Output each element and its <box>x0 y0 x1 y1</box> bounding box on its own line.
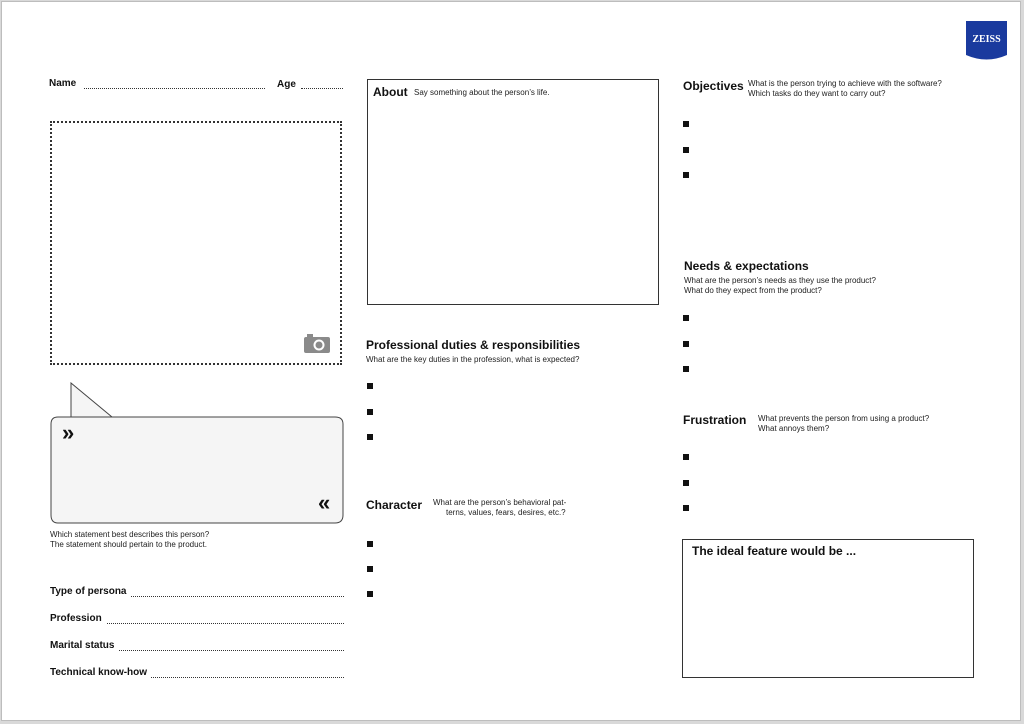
age-line[interactable] <box>301 88 343 89</box>
character-bullet <box>367 541 373 547</box>
camera-icon <box>304 333 330 353</box>
quote-open-mark: » <box>62 420 75 445</box>
logo-text: ZEISS <box>972 34 1001 45</box>
quote-bubble[interactable] <box>50 382 344 524</box>
photo-placeholder[interactable] <box>50 121 342 365</box>
field-profession[interactable] <box>50 613 344 627</box>
needs-title: Needs & expectations <box>684 259 809 273</box>
field-label: Marital status <box>50 640 118 651</box>
needs-bullet <box>683 315 689 321</box>
field-label: Profession <box>50 613 106 624</box>
duties-hint: What are the key duties in the profession, what is expected? <box>366 355 580 364</box>
age-label: Age <box>277 79 296 90</box>
objectives-title: Objectives <box>683 79 744 93</box>
field-type-of-persona[interactable] <box>50 586 344 600</box>
frustration-bullet <box>683 480 689 486</box>
name-label: Name <box>49 78 77 89</box>
objectives-hint-2: Which tasks do they want to carry out? <box>748 89 886 98</box>
about-hint: Say something about the person’s life. <box>414 88 550 97</box>
frustration-title: Frustration <box>683 413 747 427</box>
statement-hint-2: The statement should pertain to the product. <box>50 540 207 549</box>
character-title: Character <box>366 498 423 512</box>
objectives-bullet <box>683 121 689 127</box>
duties-bullet <box>367 383 373 389</box>
character-hint-2: terns, values, fears, desires, etc.? <box>446 508 566 517</box>
persona-sheet <box>1 1 1021 721</box>
needs-hint-2: What do they expect from the product? <box>684 286 822 295</box>
frustration-bullet <box>683 505 689 511</box>
ideal-feature-box[interactable] <box>682 539 974 678</box>
frustration-hint-2: What annoys them? <box>758 424 830 433</box>
field-label: Type of persona <box>50 586 131 597</box>
character-bullet <box>367 566 373 572</box>
duties-title: Professional duties & responsibilities <box>366 338 581 352</box>
frustration-bullet <box>683 454 689 460</box>
character-bullet <box>367 591 373 597</box>
objectives-bullet <box>683 172 689 178</box>
about-title: About <box>373 85 408 99</box>
ideal-feature-title: The ideal feature would be ... <box>692 544 857 558</box>
objectives-bullet <box>683 147 689 153</box>
name-line[interactable] <box>84 88 265 89</box>
duties-bullet <box>367 409 373 415</box>
needs-hint-1: What are the person’s needs as they use the product? <box>684 276 876 285</box>
duties-bullet <box>367 434 373 440</box>
objectives-hint-1: What is the person trying to achieve with the software? <box>748 79 942 88</box>
statement-hint-1: Which statement best describes this person? <box>50 530 210 539</box>
frustration-hint-1: What prevents the person from using a product? <box>758 414 930 423</box>
about-box[interactable] <box>367 79 659 305</box>
field-marital-status[interactable] <box>50 640 344 654</box>
field-technical-know-how[interactable] <box>50 667 344 681</box>
zeiss-logo <box>966 21 1007 62</box>
field-label: Technical know-how <box>50 667 151 678</box>
needs-bullet <box>683 366 689 372</box>
quote-close-mark: « <box>318 490 331 515</box>
needs-bullet <box>683 341 689 347</box>
character-hint-1: What are the person’s behavioral pat- <box>433 498 567 507</box>
